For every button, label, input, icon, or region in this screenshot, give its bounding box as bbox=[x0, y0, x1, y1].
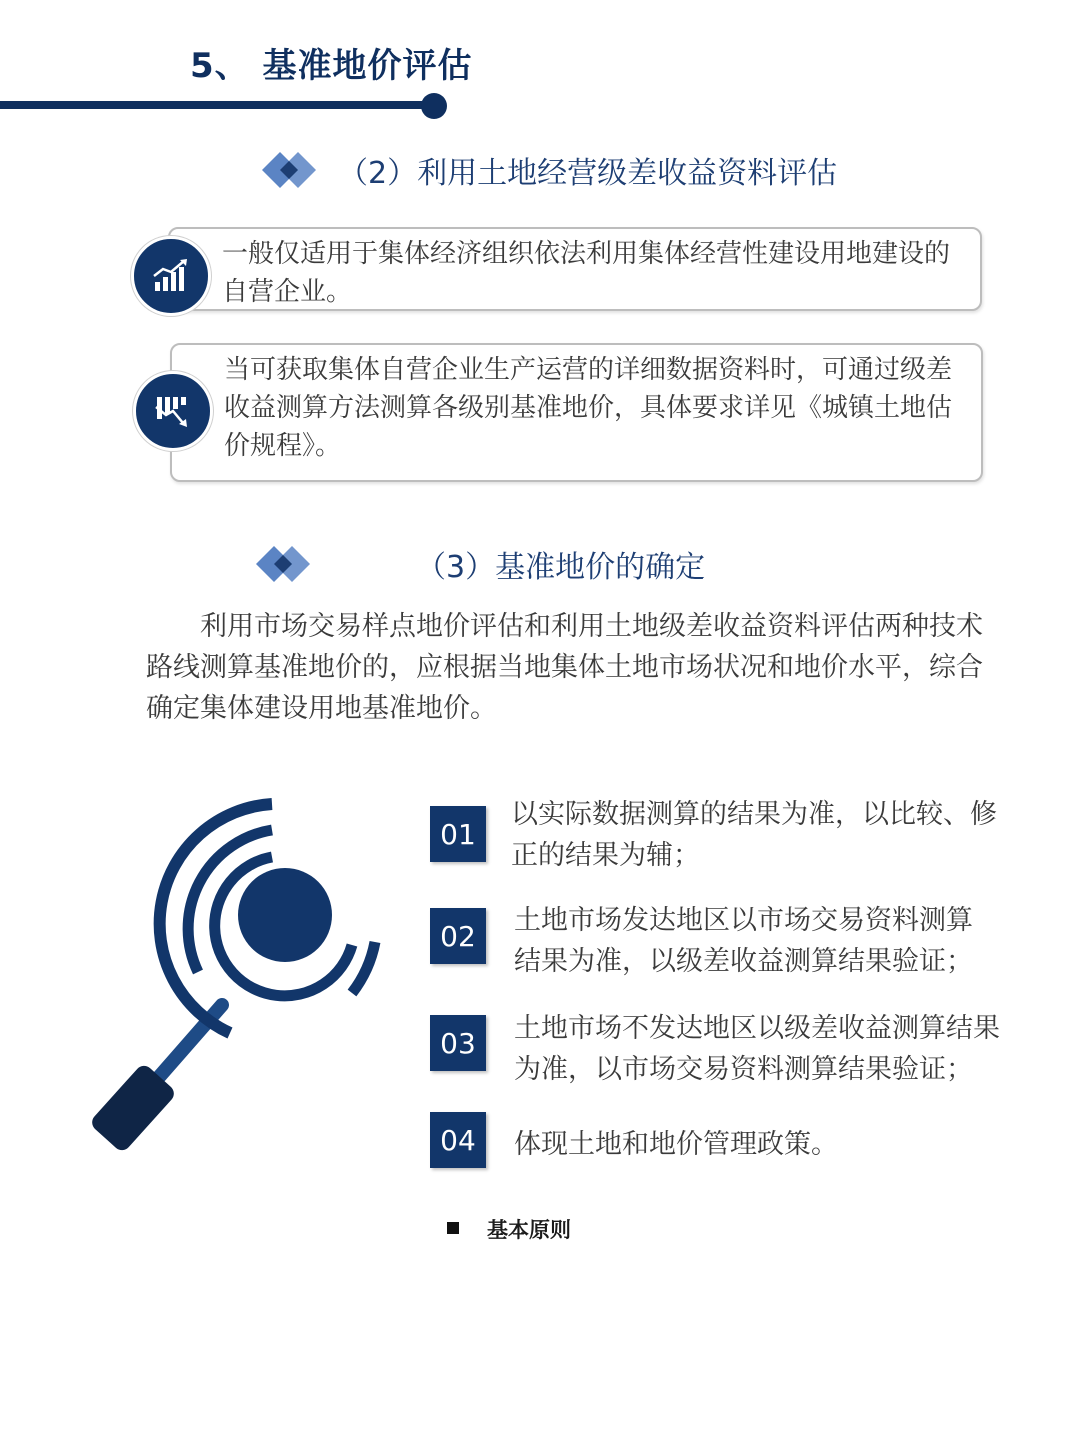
info-box-2 bbox=[170, 343, 983, 482]
list-item-1-text: 以实际数据测算的结果为准，以比较、修正的结果为辅； bbox=[511, 799, 997, 871]
page-title: 5、 基准地价评估 bbox=[190, 46, 473, 86]
body-paragraph bbox=[146, 606, 996, 729]
footer-label: 基本原则 bbox=[487, 1218, 571, 1242]
square-bullet-icon bbox=[447, 1222, 459, 1234]
section-heading-2: （2）利用土地经营级差收益资料评估 bbox=[338, 156, 838, 191]
list-number-1: 01 bbox=[430, 806, 486, 862]
title-underline-dot bbox=[421, 93, 447, 119]
decline-chart-icon bbox=[133, 371, 213, 451]
diamond-bullet-icon bbox=[262, 150, 322, 190]
title-underline bbox=[0, 101, 436, 109]
list-item-3-text: 土地市场不发达地区以级差收益测算结果为准，以市场交易资料测算结果验证； bbox=[514, 1013, 1000, 1085]
list-item-4-text: 体现土地和地价管理政策。 bbox=[514, 1129, 838, 1160]
info-box-2-text: 当可获取集体自营企业生产运营的详细数据资料时，可通过级差收益测算方法测算各级别基准地价，具体要求详见《城镇土地估价规程》。 bbox=[224, 355, 953, 461]
list-number-3: 03 bbox=[430, 1015, 486, 1071]
body-paragraph-text: 利用市场交易样点地价评估和利用土地级差收益资料评估两种技术路线测算基准地价的，应根据当地集体土地市场状况和地价水平，综合确定集体建设用地基准地价。 bbox=[146, 611, 983, 724]
list-number-2: 02 bbox=[430, 908, 486, 964]
growth-chart-icon bbox=[131, 236, 211, 316]
info-box-1-text: 一般仅适用于集体经济组织依法利用集体经营性建设用地建设的自营企业。 bbox=[222, 239, 951, 307]
section-heading-3: （3）基准地价的确定 bbox=[416, 550, 706, 585]
diamond-bullet-icon bbox=[256, 544, 316, 584]
list-item-2-text: 土地市场发达地区以市场交易资料测算结果为准，以级差收益测算结果验证； bbox=[514, 905, 973, 977]
magnifier-icon bbox=[90, 795, 390, 1155]
info-box-1 bbox=[168, 227, 982, 311]
list-number-4: 04 bbox=[430, 1112, 486, 1168]
